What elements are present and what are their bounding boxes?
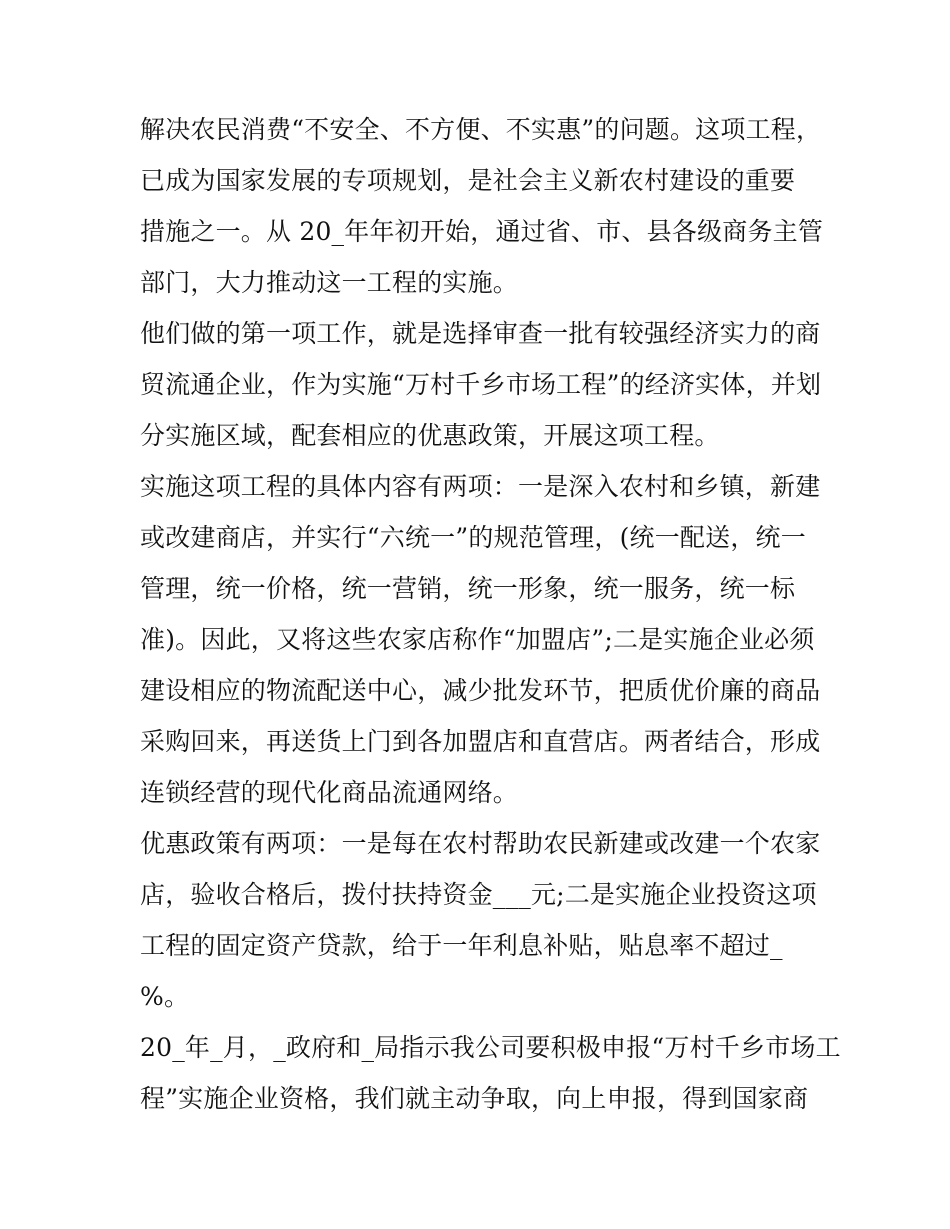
text-line: 工程的固定资产贷款，给于一年利息补贴，贴息率不超过_ [140,931,783,960]
text-line: 部门，大力推动这一工程的实施。 [140,268,519,297]
text-line: 分实施区域，配套相应的优惠政策，开展这项工程。 [140,421,720,450]
text-line: 建设相应的物流配送中心，减少批发环节，把质优价廉的商品 [140,676,821,705]
text-line: 实施这项工程的具体内容有两项：一是深入农村和乡镇，新建 [140,472,821,501]
document-body [140,104,841,1124]
text-line: %。 [140,982,190,1011]
text-line: 连锁经营的现代化商品流通网络。 [140,778,519,807]
text-line: 或改建商店，并实行“六统一”的规范管理，(统一配送，统一 [140,523,806,552]
text-line: 20_年_月，_政府和_局指示我公司要积极申报“万村千乡市场工 [140,1033,841,1062]
text-line: 已成为国家发展的专项规划，是社会主义新农村建设的重要 [140,166,796,195]
text-line: 贸流通企业，作为实施“万村千乡市场工程”的经济实体，并划 [140,370,822,399]
text-line: 优惠政策有两项：一是每在农村帮助农民新建或改建一个农家 [140,829,821,858]
text-line: 他们做的第一项工作，就是选择审查一批有较强经济实力的商 [140,319,821,348]
text-line: 店，验收合格后，拨付扶持资金___元;二是实施企业投资这项 [140,880,817,909]
text-line: 管理，统一价格，统一营销，统一形象，统一服务，统一标 [140,574,796,603]
text-line: 采购回来，再送货上门到各加盟店和直营店。两者结合，形成 [140,727,821,756]
text-line: 解决农民消费“不安全、不方便、不实惠”的问题。这项工程， [140,115,822,144]
text-line: 准)。因此，又将这些农家店称作“加盟店”;二是实施企业必须 [140,625,815,654]
text-line: 程”实施企业资格，我们就主动争取，向上申报，得到国家商 [140,1084,809,1113]
text-line: 措施之一。从 20_年年初开始，通过省、市、县各级商务主管 [140,217,824,246]
